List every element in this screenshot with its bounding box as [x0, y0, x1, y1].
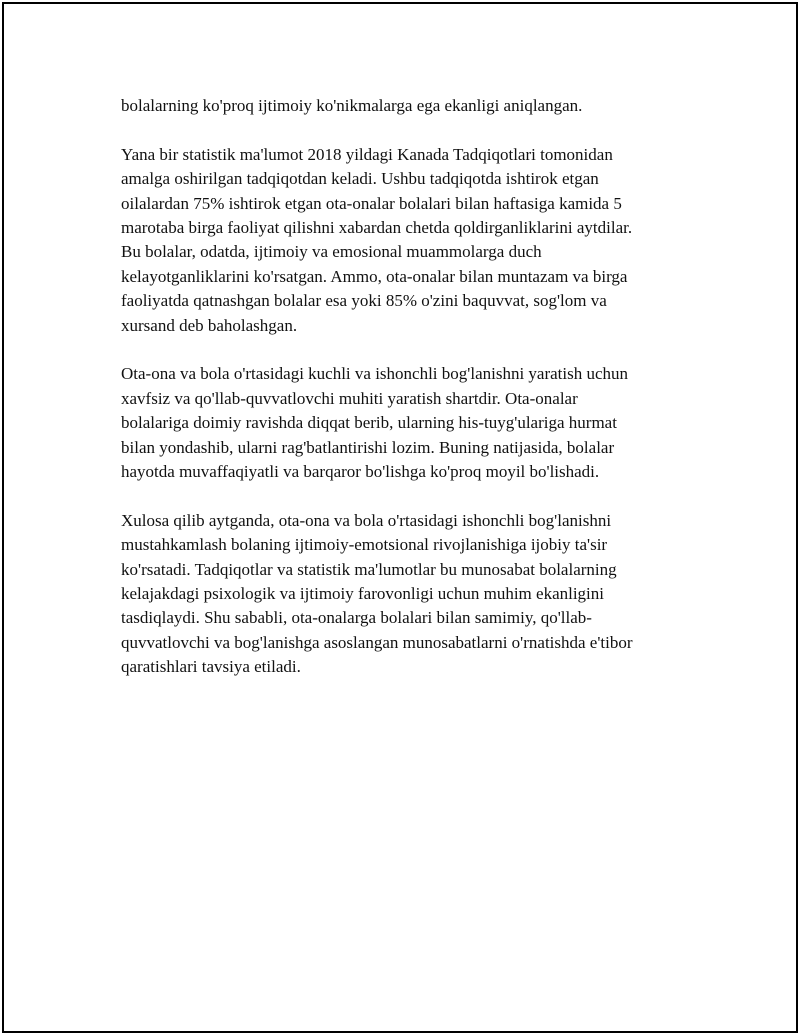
text-line: mustahkamlash bolaning ijtimoiy-emotsional rivojlanishiga ijobiy ta'sir — [121, 535, 608, 555]
text-line: quvvatlovchi va bog'lanishga asoslangan munosabatlarni o'rnatishda e'tibor — [121, 632, 633, 652]
text-line: bolalariga doimiy ravishda diqqat berib, ularning his-tuyg'ulariga hurmat — [121, 413, 617, 433]
document-page — [2, 2, 798, 1033]
text-line: xursand deb baholashgan. — [121, 315, 298, 335]
text-line: oilalardan 75% ishtirok etgan ota-onalar bolalari bilan haftasiga kamida 5 — [121, 193, 622, 213]
text-line: ko'rsatadi. Tadqiqotlar va statistik ma'lumotlar bu munosabat bolalarning — [121, 559, 617, 579]
text-line: xavfsiz va qo'llab-quvvatlovchi muhiti yaratish shartdir. Ota-onalar — [121, 388, 578, 408]
text-line: kelayotganliklarini ko'rsatgan. Ammo, ota-onalar bilan muntazam va birga — [121, 266, 628, 286]
text-line: marotaba birga faoliyat qilishni xabardan chetda qoldirganliklarini aytdilar. — [121, 218, 633, 238]
text-line: Yana bir statistik ma'lumot 2018 yildagi Kanada Tadqiqotlari tomonidan — [121, 144, 613, 164]
text-line: bilan yondashib, ularni rag'batlantirishi lozim. Buning natijasida, bolalar — [121, 437, 615, 457]
document-body — [121, 94, 701, 704]
text-line: hayotda muvaffaqiyatli va barqaror bo'lishga ko'proq moyil bo'lishadi. — [121, 462, 600, 482]
text-line: bolalarning ko'proq ijtimoiy ko'nikmalarga ega ekanligi aniqlangan. — [121, 96, 583, 115]
text-line: Bu bolalar, odatda, ijtimoiy va emosional muammolarga duch — [121, 242, 542, 262]
paragraph-4 — [121, 509, 701, 680]
text-line: Ota-ona va bola o'rtasidagi kuchli va ishonchli bog'lanishni yaratish uchun — [121, 364, 629, 384]
text-line: amalga oshirilgan tadqiqotdan keladi. Ushbu tadqiqotda ishtirok etgan — [121, 169, 599, 189]
paragraph-3 — [121, 362, 701, 484]
text-line: tasdiqlaydi. Shu sababli, ota-onalarga bolalari bilan samimiy, qo'llab- — [121, 608, 592, 628]
text-line: qaratishlari tavsiya etiladi. — [121, 657, 301, 677]
paragraph-1 — [121, 94, 701, 118]
paragraph-2 — [121, 143, 701, 338]
text-line: kelajakdagi psixologik va ijtimoiy farovonligi uchun muhim ekanligini — [121, 584, 605, 604]
text-line: Xulosa qilib aytganda, ota-ona va bola o'rtasidagi ishonchli bog'lanishni — [121, 510, 612, 530]
text-line: faoliyatda qatnashgan bolalar esa yoki 85% o'zini baquvvat, sog'lom va — [121, 291, 607, 311]
